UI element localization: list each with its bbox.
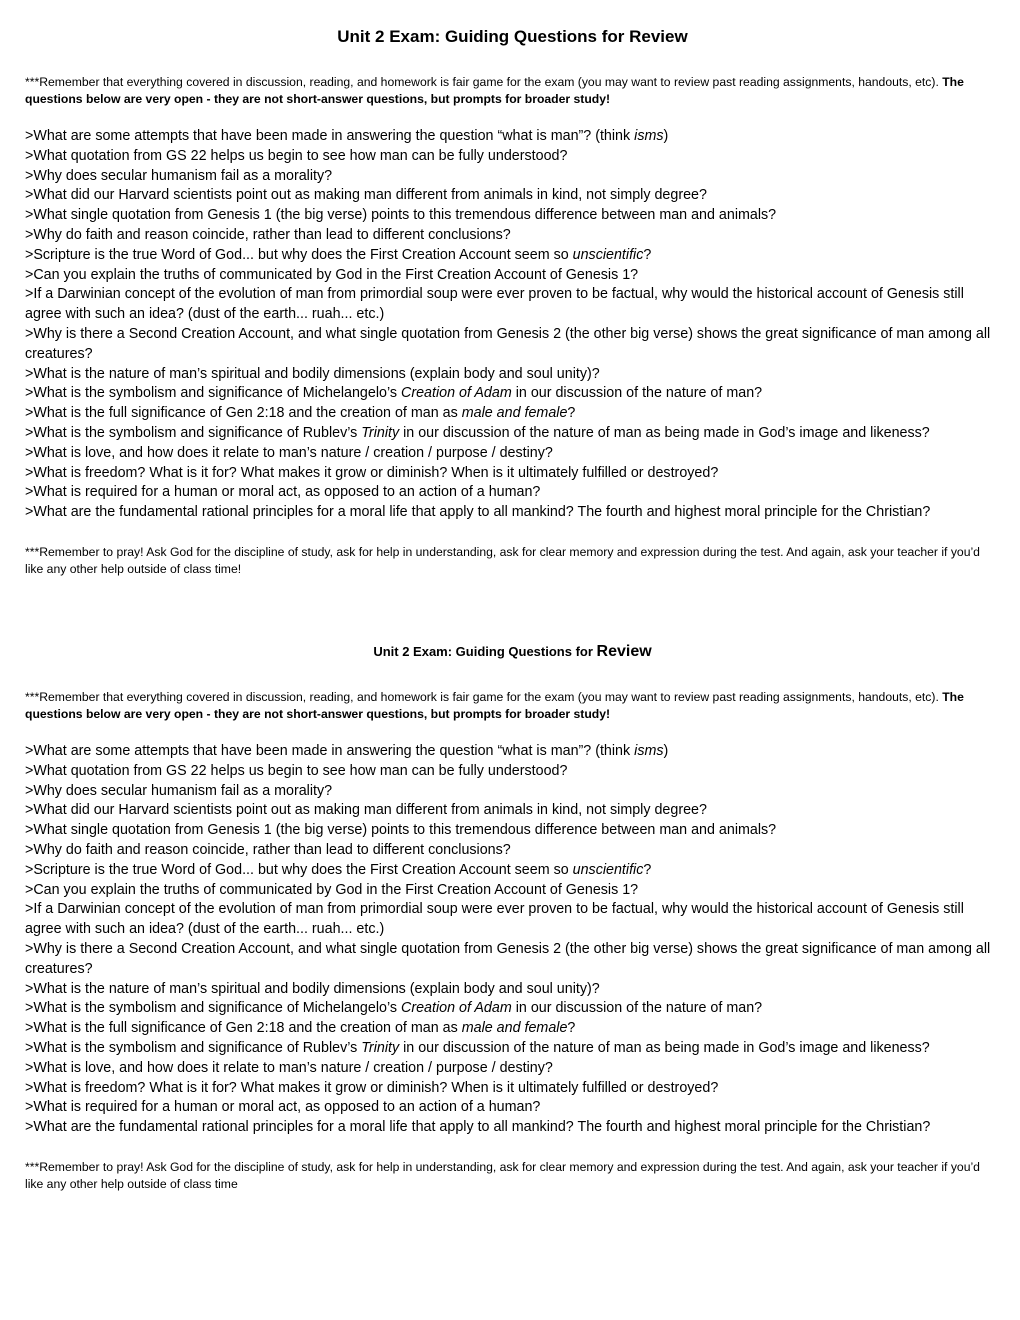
question-item: >What is required for a human or moral act, as opposed to an action of a human? [25, 1099, 541, 1116]
question-text: >Scripture is the true Word of God... but why does the First Creation Account seem so [25, 246, 573, 263]
intro-note [25, 74, 1000, 108]
question-emphasis: isms [634, 128, 664, 144]
question-item [25, 127, 1000, 147]
question-emphasis: isms [634, 743, 664, 759]
question-text: ? [643, 246, 652, 263]
question-item [25, 1039, 1000, 1059]
question-item: >What are the fundamental rational principles for a moral life that apply to all mankind? The fourth and highest moral principle for the Christian? [25, 1119, 931, 1136]
closing-note: ***Remember to pray! Ask God for the discipline of study, ask for help in understanding, ask for clear memory and expression during the test. And again, ask your teacher if you’d like any other help outside of class time! [25, 544, 980, 576]
question-text: >What is the full significance of Gen 2:18 and the creation of man as [25, 1020, 462, 1037]
question-item [25, 384, 1000, 404]
question-item: >What is freedom? What is it for? What makes it grow or diminish? When is it ultimately fulfilled or destroyed? [25, 464, 719, 481]
question-item: >Can you explain the truths of communicated by God in the First Creation Account of Genesis 1? [25, 266, 639, 283]
intro-note [25, 689, 1000, 723]
question-text: ) [663, 743, 669, 759]
question-text: in our discussion of the nature of man as being made in God’s image and likeness? [399, 1039, 930, 1056]
question-item: >Can you explain the truths of communicated by God in the First Creation Account of Genesis 1? [25, 881, 639, 898]
question-item [25, 861, 1000, 881]
question-item: >Why is there a Second Creation Account, and what single quotation from Genesis 2 (the other big verse) shows the great significance of man among all creatures? [25, 940, 991, 977]
question-item [25, 424, 1000, 444]
review-sheet-1 [25, 26, 1000, 578]
question-emphasis: unscientific [572, 861, 644, 878]
question-item: >Why do faith and reason coincide, rather than lead to different conclusions? [25, 226, 511, 243]
question-emphasis: Trinity [361, 424, 400, 441]
question-emphasis: male and female [461, 405, 568, 422]
question-list [25, 127, 1000, 523]
question-emphasis: Creation of Adam [401, 385, 512, 402]
question-text: >What is the symbolism and significance of Michelangelo’s [25, 385, 402, 402]
question-item [25, 742, 1000, 762]
question-item: >What quotation from GS 22 helps us begin to see how man can be fully understood? [25, 762, 568, 779]
title-emphasis: Review [596, 643, 652, 660]
question-list [25, 742, 1000, 1138]
question-emphasis: Creation of Adam [401, 1000, 512, 1017]
question-item: >Why does secular humanism fail as a morality? [25, 167, 333, 184]
intro-emphasis: The questions below are very open - they are not short-answer questions, but prompts for broader study! [25, 690, 964, 721]
closing-note: ***Remember to pray! Ask God for the discipline of study, ask for help in understanding, ask for clear memory and expression during the test. And again, ask your teacher if you’d like any other help outside of class time [25, 1159, 980, 1191]
question-text: ? [643, 861, 652, 878]
question-emphasis: Trinity [361, 1039, 400, 1056]
question-text: >Scripture is the true Word of God... but why does the First Creation Account seem so [25, 861, 573, 878]
question-item: >If a Darwinian concept of the evolution of man from primordial soup were ever proven to be factual, why would the historical account of Genesis still agree with such an idea? (dust of the earth... ruah... etc.) [25, 901, 964, 938]
question-item: >Why does secular humanism fail as a morality? [25, 782, 333, 799]
question-item: >What quotation from GS 22 helps us begin to see how man can be fully understood? [25, 147, 568, 164]
question-item: >What single quotation from Genesis 1 (the big verse) points to this tremendous difference between man and animals? [25, 207, 777, 224]
intro-emphasis: The questions below are very open - they are not short-answer questions, but prompts for broader study! [25, 75, 964, 106]
question-item: >What is required for a human or moral act, as opposed to an action of a human? [25, 484, 541, 501]
intro-text: ***Remember that everything covered in discussion, reading, and homework is fair game for the exam (you may want to review past reading assignments, handouts, etc). [25, 690, 943, 704]
question-emphasis: male and female [461, 1020, 568, 1037]
question-text: >What is the symbolism and significance of Rublev’s [25, 1039, 362, 1056]
page-title: Unit 2 Exam: Guiding Questions for Review [337, 27, 688, 46]
question-emphasis: unscientific [572, 246, 644, 263]
question-item: >What is love, and how does it relate to man’s nature / creation / purpose / destiny? [25, 1059, 553, 1076]
review-sheet-2 [25, 641, 1000, 1193]
question-text: ) [663, 128, 669, 144]
question-text: >What is the full significance of Gen 2:18 and the creation of man as [25, 405, 462, 422]
question-item [25, 246, 1000, 266]
intro-text: ***Remember that everything covered in discussion, reading, and homework is fair game for the exam (you may want to review past reading assignments, handouts, etc). [25, 75, 943, 89]
question-item [25, 999, 1000, 1019]
question-text: ? [567, 1020, 576, 1037]
title-main: Unit 2 Exam: Guiding Questions for [373, 644, 597, 659]
question-text: ? [567, 405, 576, 422]
question-text: >What is the symbolism and significance of Michelangelo’s [25, 1000, 402, 1017]
question-text: >What is the symbolism and significance of Rublev’s [25, 424, 362, 441]
question-item [25, 404, 1000, 424]
question-text: in our discussion of the nature of man? [511, 1000, 763, 1017]
question-item: >If a Darwinian concept of the evolution of man from primordial soup were ever proven to be factual, why would the historical account of Genesis still agree with such an idea? (dust of the earth... ruah... etc.) [25, 286, 964, 323]
question-text: >What are some attempts that have been made in answering the question “what is man”? (think [25, 743, 635, 759]
question-item: >What is love, and how does it relate to man’s nature / creation / purpose / destiny? [25, 444, 553, 461]
question-item: >What is the nature of man’s spiritual and bodily dimensions (explain body and soul unity)? [25, 365, 600, 382]
question-text: in our discussion of the nature of man? [511, 385, 763, 402]
page-title [25, 641, 1000, 663]
question-item [25, 1019, 1000, 1039]
question-text: >What are some attempts that have been made in answering the question “what is man”? (think [25, 128, 635, 144]
question-text: in our discussion of the nature of man as being made in God’s image and likeness? [399, 424, 930, 441]
question-item: >What is freedom? What is it for? What makes it grow or diminish? When is it ultimately fulfilled or destroyed? [25, 1079, 719, 1096]
question-item: >What did our Harvard scientists point out as making man different from animals in kind, not simply degree? [25, 187, 707, 204]
question-item: >Why is there a Second Creation Account, and what single quotation from Genesis 2 (the other big verse) shows the great significance of man among all creatures? [25, 325, 991, 362]
question-item: >What single quotation from Genesis 1 (the big verse) points to this tremendous difference between man and animals? [25, 822, 777, 839]
question-item: >What did our Harvard scientists point out as making man different from animals in kind, not simply degree? [25, 802, 707, 819]
question-item: >What are the fundamental rational principles for a moral life that apply to all mankind? The fourth and highest moral principle for the Christian? [25, 504, 931, 521]
question-item: >What is the nature of man’s spiritual and bodily dimensions (explain body and soul unity)? [25, 980, 600, 997]
question-item: >Why do faith and reason coincide, rather than lead to different conclusions? [25, 841, 511, 858]
